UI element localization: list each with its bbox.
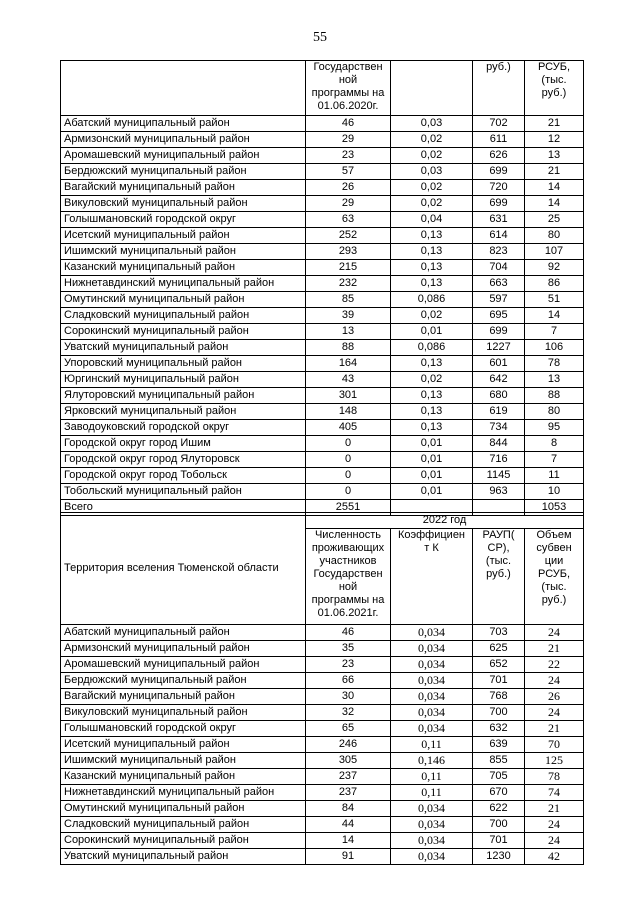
participants-cell: 293 bbox=[306, 244, 391, 260]
territory-cell: Упоровский муниципальный район bbox=[61, 356, 306, 372]
coefficient-cell: 0,01 bbox=[391, 452, 473, 468]
territory-cell: Абатский муниципальный район bbox=[61, 625, 306, 641]
coefficient-cell: 0,02 bbox=[391, 132, 473, 148]
territory-cell: Ишимский муниципальный район bbox=[61, 244, 306, 260]
raup-cell: 702 bbox=[473, 116, 525, 132]
raup-cell: 597 bbox=[473, 292, 525, 308]
coefficient-cell: 0,02 bbox=[391, 180, 473, 196]
header-cell-territory: Территория вселения Тюменской области bbox=[61, 513, 306, 625]
table-row bbox=[61, 657, 584, 673]
total-participants: 2551 bbox=[306, 500, 391, 516]
table-row bbox=[61, 276, 584, 292]
table-row bbox=[61, 132, 584, 148]
table-row bbox=[61, 148, 584, 164]
table-row bbox=[61, 689, 584, 705]
rsub-cell: 21 bbox=[525, 164, 584, 180]
territory-cell: Исетский муниципальный район bbox=[61, 228, 306, 244]
coefficient-cell: 0,13 bbox=[391, 260, 473, 276]
territory-cell: Вагайский муниципальный район bbox=[61, 689, 306, 705]
header-cell-rsub: Объем субвен ции РСУБ, (тыс. руб.) bbox=[525, 529, 584, 625]
participants-cell: 164 bbox=[306, 356, 391, 372]
participants-cell: 23 bbox=[306, 148, 391, 164]
coefficient-cell: 0,01 bbox=[391, 436, 473, 452]
table-row bbox=[61, 785, 584, 801]
rsub-cell: 7 bbox=[525, 324, 584, 340]
rsub-cell: 14 bbox=[525, 196, 584, 212]
rsub-cell: 11 bbox=[525, 468, 584, 484]
participants-cell: 85 bbox=[306, 292, 391, 308]
raup-cell: 695 bbox=[473, 308, 525, 324]
raup-cell: 699 bbox=[473, 196, 525, 212]
territory-cell: Викуловский муниципальный район bbox=[61, 196, 306, 212]
participants-cell: 44 bbox=[306, 817, 391, 833]
table-row bbox=[61, 292, 584, 308]
coefficient-cell: 0,11 bbox=[391, 737, 473, 753]
territory-cell: Городской округ город Ишим bbox=[61, 436, 306, 452]
coefficient-cell: 0,02 bbox=[391, 308, 473, 324]
coefficient-cell: 0,02 bbox=[391, 372, 473, 388]
participants-cell: 246 bbox=[306, 737, 391, 753]
rsub-cell: 8 bbox=[525, 436, 584, 452]
territory-cell: Бердюжский муниципальный район bbox=[61, 673, 306, 689]
territory-cell: Нижнетавдинский муниципальный район bbox=[61, 785, 306, 801]
participants-cell: 305 bbox=[306, 753, 391, 769]
coefficient-cell: 0,034 bbox=[391, 833, 473, 849]
rsub-cell: 92 bbox=[525, 260, 584, 276]
rsub-cell: 78 bbox=[525, 769, 584, 785]
rsub-cell: 78 bbox=[525, 356, 584, 372]
raup-cell: 700 bbox=[473, 705, 525, 721]
rsub-cell: 14 bbox=[525, 308, 584, 324]
raup-cell: 680 bbox=[473, 388, 525, 404]
total-rsub: 1053 bbox=[525, 500, 584, 516]
territory-cell: Армизонский муниципальный район bbox=[61, 132, 306, 148]
territory-cell: Омутинский муниципальный район bbox=[61, 292, 306, 308]
territory-cell: Голышмановский городской округ bbox=[61, 721, 306, 737]
header-cell-participants: Численность проживающих участников Государствен ной программы на 01.06.2021г. bbox=[306, 529, 391, 625]
coefficient-cell: 0,11 bbox=[391, 769, 473, 785]
raup-cell: 639 bbox=[473, 737, 525, 753]
table-body bbox=[61, 625, 584, 865]
raup-cell: 1227 bbox=[473, 340, 525, 356]
rsub-cell: 51 bbox=[525, 292, 584, 308]
participants-cell: 57 bbox=[306, 164, 391, 180]
raup-cell: 670 bbox=[473, 785, 525, 801]
header-cell-raup: руб.) bbox=[473, 61, 525, 116]
participants-cell: 66 bbox=[306, 673, 391, 689]
territory-cell: Исетский муниципальный район bbox=[61, 737, 306, 753]
page-number: 55 bbox=[313, 30, 327, 45]
coefficient-cell: 0,086 bbox=[391, 340, 473, 356]
header-cell-raup: РАУП( СР), (тыс. руб.) bbox=[473, 529, 525, 625]
raup-cell: 720 bbox=[473, 180, 525, 196]
raup-cell: 626 bbox=[473, 148, 525, 164]
participants-cell: 237 bbox=[306, 769, 391, 785]
table-row bbox=[61, 340, 584, 356]
coefficient-cell: 0,034 bbox=[391, 625, 473, 641]
coefficient-cell: 0,034 bbox=[391, 849, 473, 865]
rsub-cell: 22 bbox=[525, 657, 584, 673]
table-row bbox=[61, 641, 584, 657]
participants-cell: 237 bbox=[306, 785, 391, 801]
participants-cell: 46 bbox=[306, 625, 391, 641]
raup-cell: 705 bbox=[473, 769, 525, 785]
rsub-cell: 24 bbox=[525, 705, 584, 721]
rsub-cell: 7 bbox=[525, 452, 584, 468]
coefficient-cell: 0,034 bbox=[391, 657, 473, 673]
rsub-cell: 13 bbox=[525, 148, 584, 164]
participants-cell: 39 bbox=[306, 308, 391, 324]
table-row bbox=[61, 244, 584, 260]
coefficient-cell: 0,03 bbox=[391, 164, 473, 180]
participants-cell: 0 bbox=[306, 452, 391, 468]
participants-cell: 0 bbox=[306, 436, 391, 452]
raup-cell: 701 bbox=[473, 673, 525, 689]
rsub-cell: 26 bbox=[525, 689, 584, 705]
raup-cell: 699 bbox=[473, 164, 525, 180]
table-row bbox=[61, 164, 584, 180]
participants-cell: 405 bbox=[306, 420, 391, 436]
raup-cell: 622 bbox=[473, 801, 525, 817]
table-row bbox=[61, 356, 584, 372]
rsub-cell: 21 bbox=[525, 641, 584, 657]
participants-cell: 32 bbox=[306, 705, 391, 721]
territory-cell: Ялуторовский муниципальный район bbox=[61, 388, 306, 404]
table-row bbox=[61, 420, 584, 436]
participants-cell: 29 bbox=[306, 196, 391, 212]
header-cell-coefficient: Коэффициен т К bbox=[391, 529, 473, 625]
table-row bbox=[61, 260, 584, 276]
participants-cell: 14 bbox=[306, 833, 391, 849]
territory-cell: Аромашевский муниципальный район bbox=[61, 657, 306, 673]
territory-cell: Голышмановский городской округ bbox=[61, 212, 306, 228]
raup-cell: 855 bbox=[473, 753, 525, 769]
table-row bbox=[61, 721, 584, 737]
rsub-cell: 10 bbox=[525, 484, 584, 500]
rsub-cell: 24 bbox=[525, 817, 584, 833]
participants-cell: 232 bbox=[306, 276, 391, 292]
table-row bbox=[61, 468, 584, 484]
table-row bbox=[61, 228, 584, 244]
table-row bbox=[61, 833, 584, 849]
participants-cell: 0 bbox=[306, 468, 391, 484]
territory-cell: Сладковский муниципальный район bbox=[61, 308, 306, 324]
table-row bbox=[61, 196, 584, 212]
rsub-cell: 74 bbox=[525, 785, 584, 801]
rsub-cell: 21 bbox=[525, 721, 584, 737]
rsub-cell: 95 bbox=[525, 420, 584, 436]
territory-cell: Ишимский муниципальный район bbox=[61, 753, 306, 769]
coefficient-cell: 0,034 bbox=[391, 721, 473, 737]
header-cell-coefficient bbox=[391, 61, 473, 116]
coefficient-cell: 0,034 bbox=[391, 705, 473, 721]
participants-cell: 252 bbox=[306, 228, 391, 244]
raup-cell: 642 bbox=[473, 372, 525, 388]
table-row bbox=[61, 484, 584, 500]
territory-cell: Сорокинский муниципальный район bbox=[61, 833, 306, 849]
raup-cell: 601 bbox=[473, 356, 525, 372]
table-row bbox=[61, 705, 584, 721]
coefficient-cell: 0,02 bbox=[391, 196, 473, 212]
participants-cell: 65 bbox=[306, 721, 391, 737]
rsub-cell: 24 bbox=[525, 833, 584, 849]
coefficient-cell: 0,03 bbox=[391, 116, 473, 132]
table-row bbox=[61, 625, 584, 641]
table-row bbox=[61, 180, 584, 196]
raup-cell: 704 bbox=[473, 260, 525, 276]
raup-cell: 734 bbox=[473, 420, 525, 436]
participants-cell: 26 bbox=[306, 180, 391, 196]
coefficient-cell: 0,13 bbox=[391, 356, 473, 372]
rsub-cell: 42 bbox=[525, 849, 584, 865]
participants-cell: 301 bbox=[306, 388, 391, 404]
territory-cell: Сладковский муниципальный район bbox=[61, 817, 306, 833]
table-header-row bbox=[61, 61, 584, 116]
raup-cell: 614 bbox=[473, 228, 525, 244]
participants-cell: 29 bbox=[306, 132, 391, 148]
coefficient-cell: 0,086 bbox=[391, 292, 473, 308]
raup-cell: 1145 bbox=[473, 468, 525, 484]
rsub-cell: 80 bbox=[525, 404, 584, 420]
coefficient-cell: 0,13 bbox=[391, 276, 473, 292]
territory-cell: Городской округ город Ялуторовск bbox=[61, 452, 306, 468]
raup-cell: 700 bbox=[473, 817, 525, 833]
participants-cell: 215 bbox=[306, 260, 391, 276]
table-row bbox=[61, 308, 584, 324]
table-row bbox=[61, 849, 584, 865]
territory-cell: Армизонский муниципальный район bbox=[61, 641, 306, 657]
territory-cell: Уватский муниципальный район bbox=[61, 849, 306, 865]
coefficient-cell: 0,11 bbox=[391, 785, 473, 801]
subsidy-table-2022 bbox=[60, 512, 584, 865]
territory-cell: Городской округ город Тобольск bbox=[61, 468, 306, 484]
coefficient-cell: 0,13 bbox=[391, 420, 473, 436]
raup-cell: 768 bbox=[473, 689, 525, 705]
rsub-cell: 21 bbox=[525, 801, 584, 817]
participants-cell: 84 bbox=[306, 801, 391, 817]
table-row bbox=[61, 753, 584, 769]
year-header-row bbox=[61, 513, 584, 529]
rsub-cell: 14 bbox=[525, 180, 584, 196]
raup-cell: 652 bbox=[473, 657, 525, 673]
table-row bbox=[61, 388, 584, 404]
table-row bbox=[61, 436, 584, 452]
table-row bbox=[61, 404, 584, 420]
raup-cell: 844 bbox=[473, 436, 525, 452]
raup-cell: 1230 bbox=[473, 849, 525, 865]
subsidy-table-2021 bbox=[60, 60, 584, 516]
raup-cell: 963 bbox=[473, 484, 525, 500]
raup-cell: 631 bbox=[473, 212, 525, 228]
territory-cell: Викуловский муниципальный район bbox=[61, 705, 306, 721]
coefficient-cell: 0,034 bbox=[391, 801, 473, 817]
table-row bbox=[61, 452, 584, 468]
territory-cell: Сорокинский муниципальный район bbox=[61, 324, 306, 340]
table-row bbox=[61, 769, 584, 785]
participants-cell: 23 bbox=[306, 657, 391, 673]
rsub-cell: 70 bbox=[525, 737, 584, 753]
raup-cell: 663 bbox=[473, 276, 525, 292]
table-row bbox=[61, 212, 584, 228]
raup-cell: 701 bbox=[473, 833, 525, 849]
rsub-cell: 125 bbox=[525, 753, 584, 769]
territory-cell: Казанский муниципальный район bbox=[61, 260, 306, 276]
raup-cell: 611 bbox=[473, 132, 525, 148]
table-row bbox=[61, 372, 584, 388]
raup-cell: 625 bbox=[473, 641, 525, 657]
territory-cell: Абатский муниципальный район bbox=[61, 116, 306, 132]
raup-cell: 632 bbox=[473, 721, 525, 737]
participants-cell: 63 bbox=[306, 212, 391, 228]
total-label: Всего bbox=[61, 500, 306, 516]
header-cell-year: 2022 год bbox=[306, 513, 584, 529]
raup-cell: 619 bbox=[473, 404, 525, 420]
participants-cell: 88 bbox=[306, 340, 391, 356]
rsub-cell: 12 bbox=[525, 132, 584, 148]
territory-cell: Аромашевский муниципальный район bbox=[61, 148, 306, 164]
header-cell-rsub: РСУБ, (тыс. руб.) bbox=[525, 61, 584, 116]
coefficient-cell: 0,01 bbox=[391, 324, 473, 340]
header-cell-territory bbox=[61, 61, 306, 116]
table-row bbox=[61, 324, 584, 340]
territory-cell: Омутинский муниципальный район bbox=[61, 801, 306, 817]
coefficient-cell: 0,034 bbox=[391, 641, 473, 657]
territory-cell: Вагайский муниципальный район bbox=[61, 180, 306, 196]
raup-cell: 699 bbox=[473, 324, 525, 340]
table-row bbox=[61, 673, 584, 689]
coefficient-cell: 0,13 bbox=[391, 404, 473, 420]
rsub-cell: 86 bbox=[525, 276, 584, 292]
rsub-cell: 24 bbox=[525, 625, 584, 641]
territory-cell: Юргинский муниципальный район bbox=[61, 372, 306, 388]
rsub-cell: 80 bbox=[525, 228, 584, 244]
territory-cell: Ярковский муниципальный район bbox=[61, 404, 306, 420]
participants-cell: 30 bbox=[306, 689, 391, 705]
territory-cell: Тобольский муниципальный район bbox=[61, 484, 306, 500]
table-row bbox=[61, 801, 584, 817]
rsub-cell: 25 bbox=[525, 212, 584, 228]
table-body bbox=[61, 116, 584, 500]
raup-cell: 823 bbox=[473, 244, 525, 260]
coefficient-cell: 0,13 bbox=[391, 228, 473, 244]
coefficient-cell: 0,13 bbox=[391, 244, 473, 260]
coefficient-cell: 0,13 bbox=[391, 388, 473, 404]
participants-cell: 148 bbox=[306, 404, 391, 420]
participants-cell: 43 bbox=[306, 372, 391, 388]
participants-cell: 91 bbox=[306, 849, 391, 865]
coefficient-cell: 0,034 bbox=[391, 817, 473, 833]
table-row bbox=[61, 116, 584, 132]
participants-cell: 35 bbox=[306, 641, 391, 657]
territory-cell: Казанский муниципальный район bbox=[61, 769, 306, 785]
coefficient-cell: 0,034 bbox=[391, 689, 473, 705]
participants-cell: 0 bbox=[306, 484, 391, 500]
territory-cell: Уватский муниципальный район bbox=[61, 340, 306, 356]
coefficient-cell: 0,01 bbox=[391, 468, 473, 484]
coefficient-cell: 0,04 bbox=[391, 212, 473, 228]
territory-cell: Заводоуковский городской округ bbox=[61, 420, 306, 436]
rsub-cell: 21 bbox=[525, 116, 584, 132]
rsub-cell: 13 bbox=[525, 372, 584, 388]
table-row bbox=[61, 817, 584, 833]
rsub-cell: 107 bbox=[525, 244, 584, 260]
coefficient-cell: 0,02 bbox=[391, 148, 473, 164]
coefficient-cell: 0,146 bbox=[391, 753, 473, 769]
coefficient-cell: 0,034 bbox=[391, 673, 473, 689]
territory-cell: Нижнетавдинский муниципальный район bbox=[61, 276, 306, 292]
participants-cell: 46 bbox=[306, 116, 391, 132]
rsub-cell: 24 bbox=[525, 673, 584, 689]
rsub-cell: 88 bbox=[525, 388, 584, 404]
raup-cell: 716 bbox=[473, 452, 525, 468]
header-cell-participants: Государствен ной программы на 01.06.2020г. bbox=[306, 61, 391, 116]
raup-cell: 703 bbox=[473, 625, 525, 641]
rsub-cell: 106 bbox=[525, 340, 584, 356]
table-row bbox=[61, 737, 584, 753]
coefficient-cell: 0,01 bbox=[391, 484, 473, 500]
territory-cell: Бердюжский муниципальный район bbox=[61, 164, 306, 180]
participants-cell: 13 bbox=[306, 324, 391, 340]
